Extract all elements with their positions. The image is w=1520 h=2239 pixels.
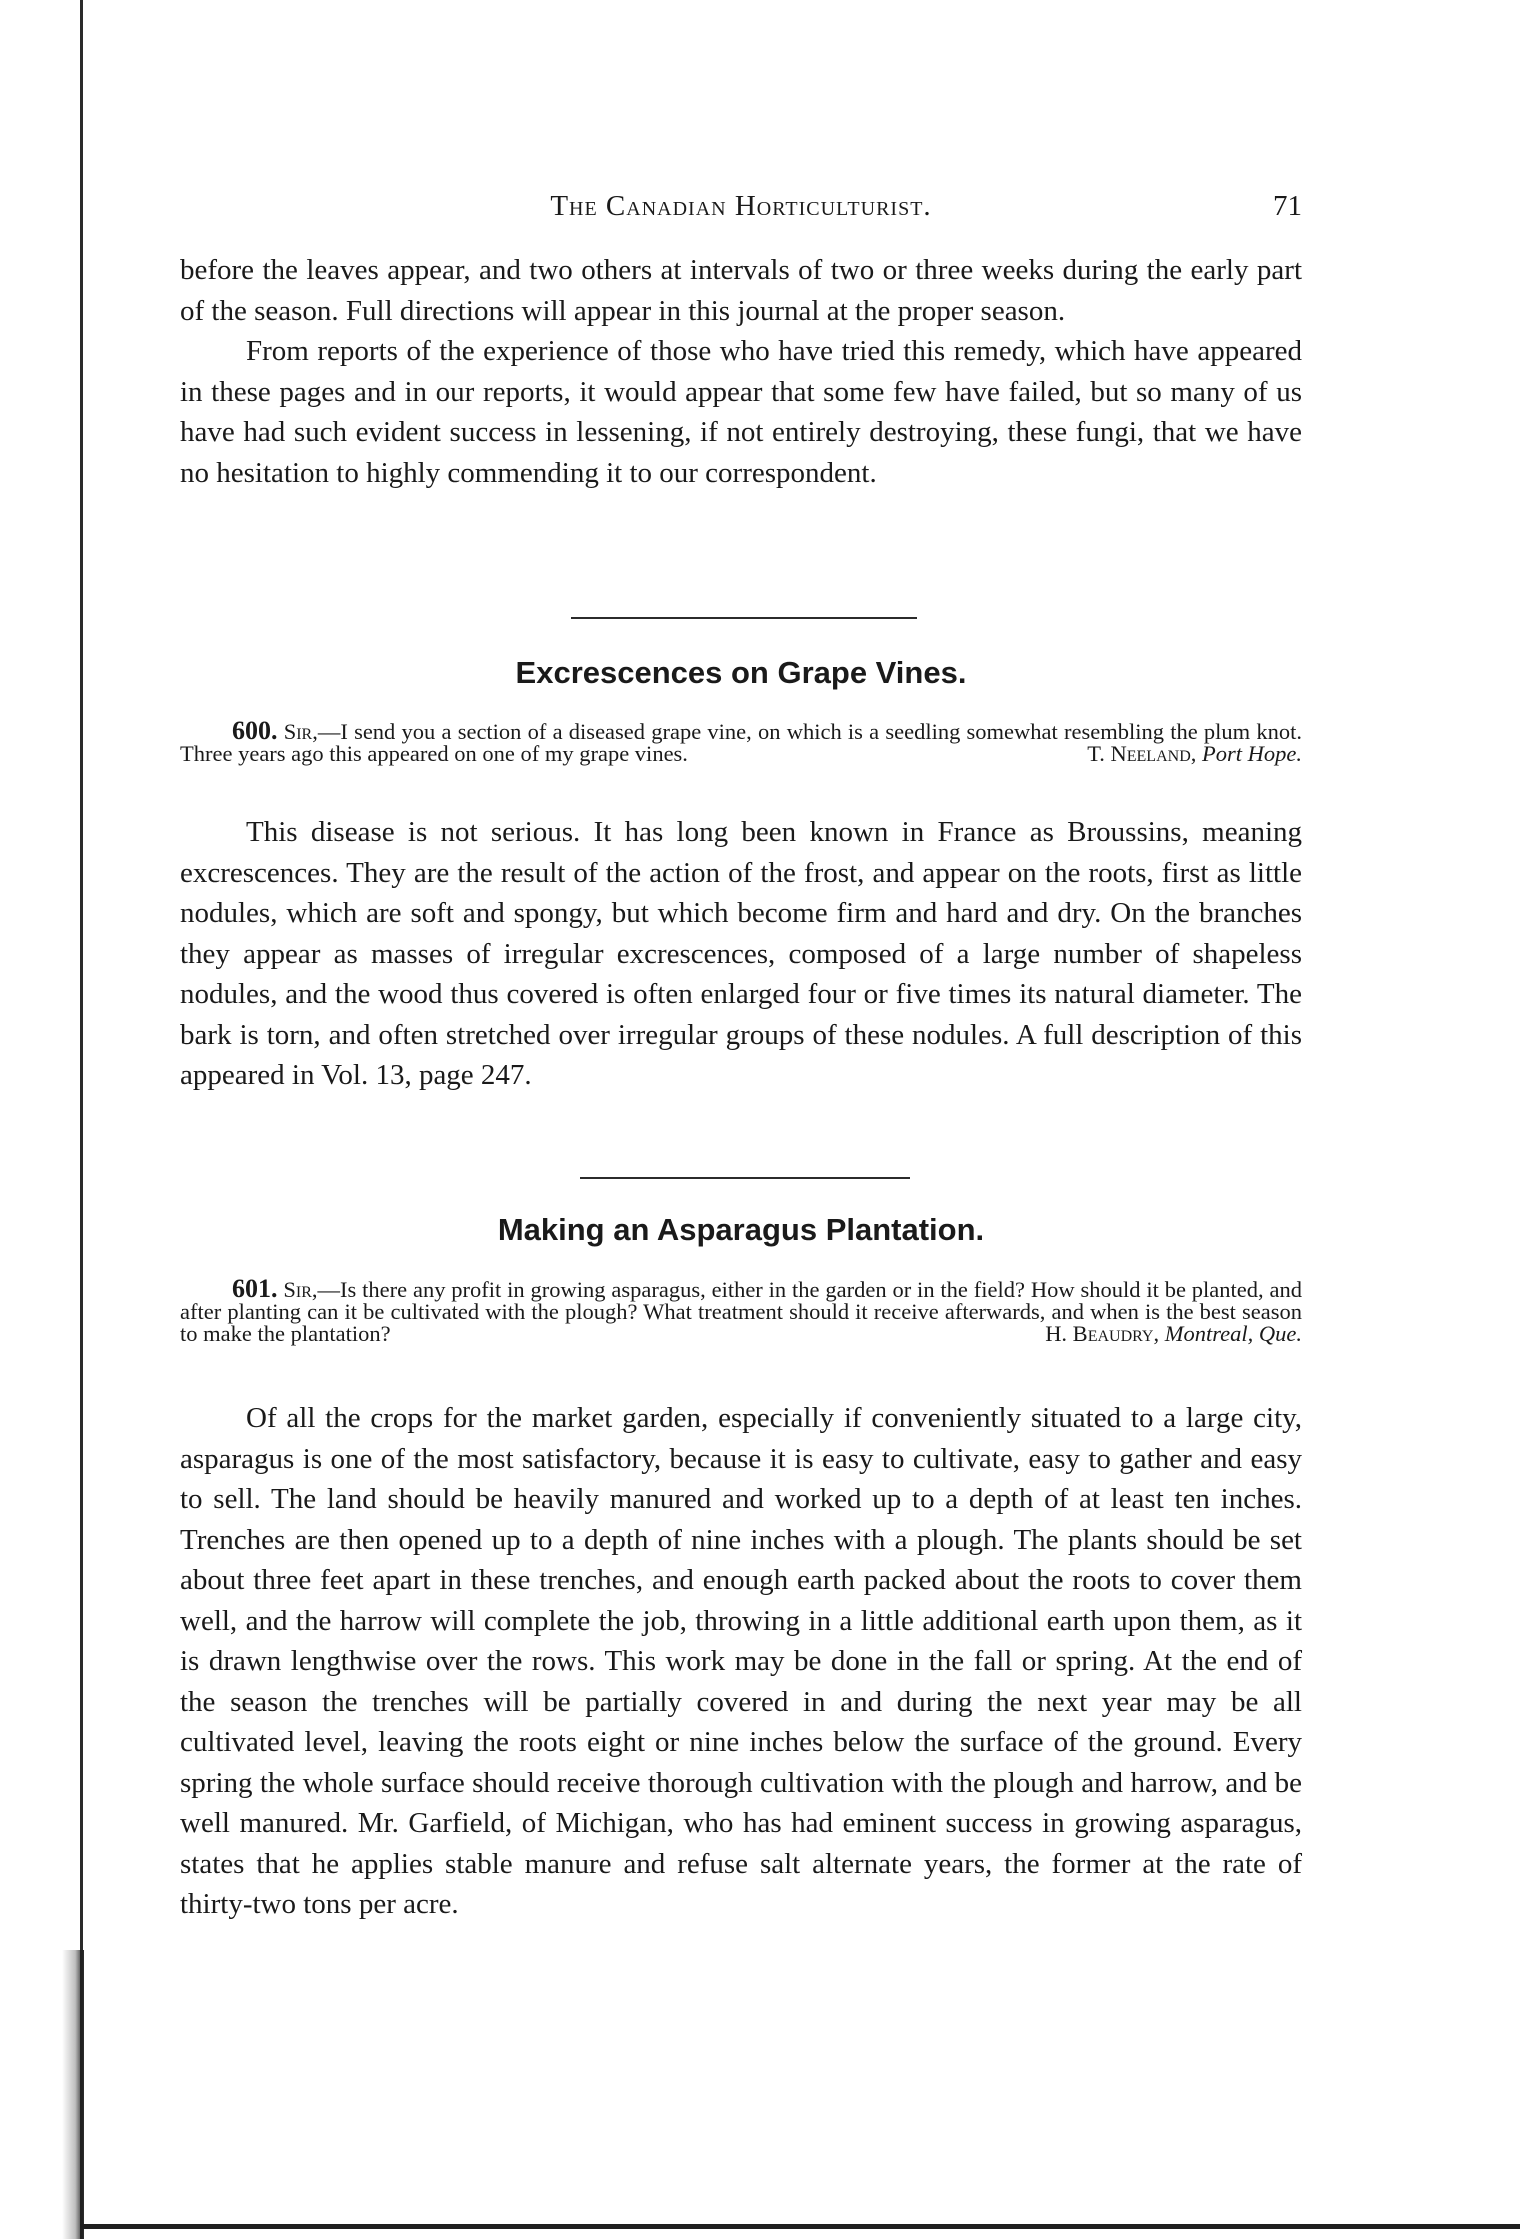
- letter-text: —Is there any profit in growing asparagus, either in the garden or in the field? How should it be planted, and after planting can it be cultivated with the plough? What treatment should it receive afterwards, and when is the best season to make the plantation?: [180, 1277, 1303, 1346]
- letter-signature: [1045, 1323, 1302, 1345]
- section-divider: [580, 1177, 910, 1179]
- letter-600: [180, 716, 1302, 766]
- running-head: [180, 190, 1302, 230]
- book-spine-edge: [80, 0, 83, 2239]
- heading-asparagus: Making an Asparagus Plantation.: [497, 1212, 985, 1247]
- letter-signature: [1087, 743, 1302, 765]
- letter-number: 601.: [232, 1274, 278, 1303]
- intro-text: [180, 250, 1302, 493]
- letter-601: [180, 1274, 1303, 1346]
- letter-601-body: [180, 1274, 1303, 1346]
- scan-shadow: [62, 1950, 84, 2239]
- intro-paragraph-2: From reports of the experience of those who have tried this remedy, which have appeared in these pages and in our reports, it would appear that some few have failed, but so many of us have had such evident success in lessening, if not entirely destroying, these fungi, that we have no hesitation to highly commending it to our correspondent.: [180, 335, 1302, 489]
- letter-600-body: [180, 716, 1302, 766]
- signature-place: Port Hope.: [1202, 741, 1302, 766]
- page-number: 71: [1273, 190, 1302, 222]
- letter-salutation: Sir,: [283, 719, 318, 744]
- letter-salutation: Sir,: [283, 1277, 318, 1302]
- intro-paragraph-1: before the leaves appear, and two others at intervals of two or three weeks during the early part of the season. Full directions will appear in this journal at the proper season.: [180, 254, 1302, 327]
- answer-600: [180, 812, 1302, 1096]
- answer-601-text: Of all the crops for the market garden, especially if conveniently situated to a large city, asparagus is one of the most satisfactory, because it is easy to cultivate, easy to gather and easy to sell. The land should be heavily manured and worked up to a depth of at least ten inches. Trenches are then opened up to a depth of nine inches with a plough. The plants should be set about three feet apart in these trenches, and enough earth packed about the roots to cover them well, and the harrow will complete the job, throwing in a little additional earth upon them, as it is drawn lengthwise over the rows. This work may be done in the fall or spring. At the end of the season the trenches will be partially covered in and during the next year may be all cultivated level, leaving the roots eight or nine inches below the surface of the ground. Every spring the whole surface should receive thorough cultivation with the plough and harrow, and be well manured. Mr. Garfield, of Michigan, who has had eminent success in growing asparagus, states that he applies stable manure and refuse salt alternate years, the former at the rate of thirty-two tons per acre.: [180, 1402, 1302, 1920]
- section-divider: [571, 617, 917, 619]
- answer-600-text: This disease is not serious. It has long been known in France as Broussins, meaning excrescences. They are the result of the action of the frost, and appear on the roots, first as little nodules, which are soft and spongy, but which become firm and hard and dry. On the branches they appear as masses of irregular excrescences, composed of a large number of shapeless nodules, and the wood thus covered is often enlarged four or five times its natural diameter. The bark is torn, and often stretched over irregular groups of these nodules. A full description of this appeared in Vol. 13, page 247.: [180, 816, 1302, 1091]
- heading-grape-vines: Excrescences on Grape Vines.: [515, 655, 967, 690]
- signature-name: T. Neeland,: [1087, 741, 1197, 766]
- signature-place: Montreal, Que.: [1164, 1321, 1302, 1346]
- signature-name: H. Beaudry,: [1045, 1321, 1160, 1346]
- page-bottom-edge: [80, 2224, 1520, 2229]
- running-title: The Canadian Horticulturist.: [550, 190, 932, 222]
- letter-text: —I send you a section of a diseased grape vine, on which is a seedling somewhat resembling the plum knot. Three years ago this appeared on one of my grape vines.: [180, 719, 1302, 766]
- answer-601: [180, 1398, 1302, 1925]
- letter-number: 600.: [232, 716, 278, 745]
